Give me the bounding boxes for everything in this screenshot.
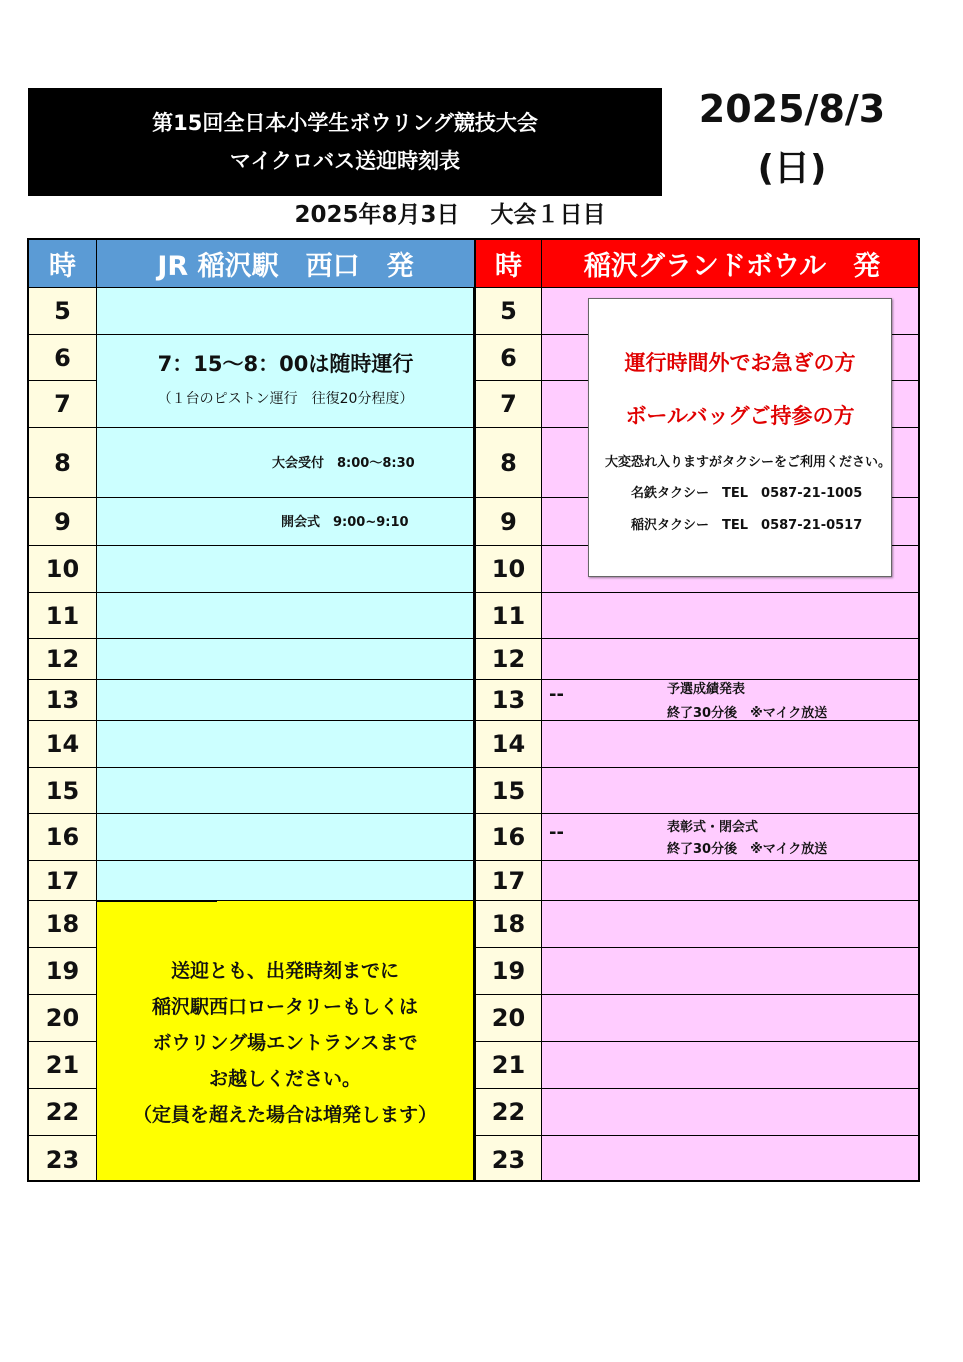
hour-cell-right: 22 — [474, 1089, 542, 1136]
hour-cell-right: 13 — [474, 680, 542, 721]
left-slot — [97, 546, 474, 593]
hour-cell-left: 7 — [29, 381, 97, 428]
right-slot — [542, 639, 920, 680]
left-slot — [97, 768, 474, 814]
opening-note: 開会式 9:00~9:10 — [281, 515, 409, 530]
dash-mark: -- — [549, 684, 564, 705]
award-ceremony-title: 表彰式・閉会式 — [667, 820, 759, 835]
prelim-result-sub: 終了30分後 ※マイク放送 — [667, 706, 828, 721]
hour-cell-left: 5 — [29, 288, 97, 335]
hour-cell-left: 12 — [29, 639, 97, 680]
right-slot — [542, 948, 920, 995]
hour-cell-right: 9 — [474, 498, 542, 546]
yellow-note-line: （定員を超えた場合は増発します） — [132, 1103, 437, 1126]
hour-cell-right: 15 — [474, 768, 542, 814]
right-slot — [542, 901, 920, 948]
schedule-title: マイクロバス送迎時刻表 — [229, 149, 461, 173]
hour-cell-left: 14 — [29, 721, 97, 768]
award-ceremony-sub: 終了30分後 ※マイク放送 — [667, 842, 828, 857]
yellow-note-line: お越しください。 — [208, 1067, 361, 1090]
hour-cell-left: 19 — [29, 948, 97, 995]
hour-cell-right: 8 — [474, 428, 542, 498]
notice-line-bag: ボールバッグご持参の方 — [625, 404, 855, 428]
yellow-note-line: ボウリング場エントランスまで — [152, 1031, 418, 1054]
right-hour-header: 時 — [474, 240, 542, 288]
right-slot — [542, 768, 920, 814]
inazawa-taxi: 稲沢タクシー TEL 0587-21-0517 — [631, 518, 863, 533]
right-slot — [542, 995, 920, 1042]
hour-cell-left: 9 — [29, 498, 97, 546]
hour-cell-right: 16 — [474, 814, 542, 861]
left-slot — [97, 593, 474, 639]
left-hour-header: 時 — [29, 240, 97, 288]
left-slot — [97, 288, 474, 335]
hour-cell-right: 23 — [474, 1136, 542, 1182]
divider — [97, 900, 217, 902]
notice-taxi-request: 大変恐れ入りますがタクシーをご利用ください。 — [605, 455, 892, 470]
hour-cell-left: 6 — [29, 335, 97, 381]
continuous-sub-note: （１台のピストン運行 往復20分程度） — [157, 391, 414, 407]
hour-cell-right: 12 — [474, 639, 542, 680]
hour-cell-right: 6 — [474, 335, 542, 381]
left-slot — [97, 861, 474, 901]
hour-cell-left: 13 — [29, 680, 97, 721]
hour-cell-left: 18 — [29, 901, 97, 948]
left-slot — [97, 639, 474, 680]
hour-cell-right: 5 — [474, 288, 542, 335]
hour-cell-right: 17 — [474, 861, 542, 901]
dash-mark: -- — [549, 822, 564, 843]
right-slot — [542, 721, 920, 768]
hour-cell-right: 14 — [474, 721, 542, 768]
hour-cell-left: 22 — [29, 1089, 97, 1136]
right-slot — [542, 593, 920, 639]
event-title: 第15回全日本小学生ボウリング競技大会 — [152, 111, 538, 135]
meitetsu-taxi: 名鉄タクシー TEL 0587-21-1005 — [631, 486, 863, 501]
hour-cell-left: 17 — [29, 861, 97, 901]
hour-cell-left: 10 — [29, 546, 97, 593]
reception-note: 大会受付 8:00～8:30 — [272, 456, 415, 471]
right-slot — [542, 1089, 920, 1136]
continuous-note: 7：15～8：00は随時運行 — [157, 352, 414, 376]
hour-cell-right: 19 — [474, 948, 542, 995]
subtitle: 2025年8月3日 大会１日目 — [294, 202, 606, 228]
hour-cell-right: 11 — [474, 593, 542, 639]
date: 2025/8/3 — [698, 87, 886, 131]
left-station-header: JR 稲沢駅 西口 発 — [97, 240, 474, 288]
right-slot — [542, 1136, 920, 1182]
left-slot — [97, 680, 474, 721]
hour-cell-left: 23 — [29, 1136, 97, 1182]
hour-cell-left: 8 — [29, 428, 97, 498]
hour-cell-left: 15 — [29, 768, 97, 814]
left-slot — [97, 721, 474, 768]
weekday: (日) — [757, 148, 827, 189]
hour-cell-right: 10 — [474, 546, 542, 593]
yellow-note-line: 送迎とも、出発時刻までに — [170, 959, 399, 982]
yellow-note-line: 稲沢駅西口ロータリーもしくは — [151, 995, 418, 1018]
title-banner — [28, 88, 662, 196]
notice-line-urgent: 運行時間外でお急ぎの方 — [624, 351, 856, 375]
right-station-header: 稲沢グランドボウル 発 — [542, 240, 920, 288]
hour-cell-left: 21 — [29, 1042, 97, 1089]
left-slot — [97, 814, 474, 861]
right-slot — [542, 1042, 920, 1089]
hour-cell-right: 18 — [474, 901, 542, 948]
hour-cell-right: 21 — [474, 1042, 542, 1089]
right-slot — [542, 861, 920, 901]
prelim-result-title: 予選成績発表 — [667, 682, 746, 697]
hour-cell-left: 11 — [29, 593, 97, 639]
hour-cell-right: 20 — [474, 995, 542, 1042]
hour-cell-left: 20 — [29, 995, 97, 1042]
taxi-notice — [588, 298, 892, 577]
yellow-note — [97, 901, 474, 1182]
hour-cell-left: 16 — [29, 814, 97, 861]
hour-cell-right: 7 — [474, 381, 542, 428]
